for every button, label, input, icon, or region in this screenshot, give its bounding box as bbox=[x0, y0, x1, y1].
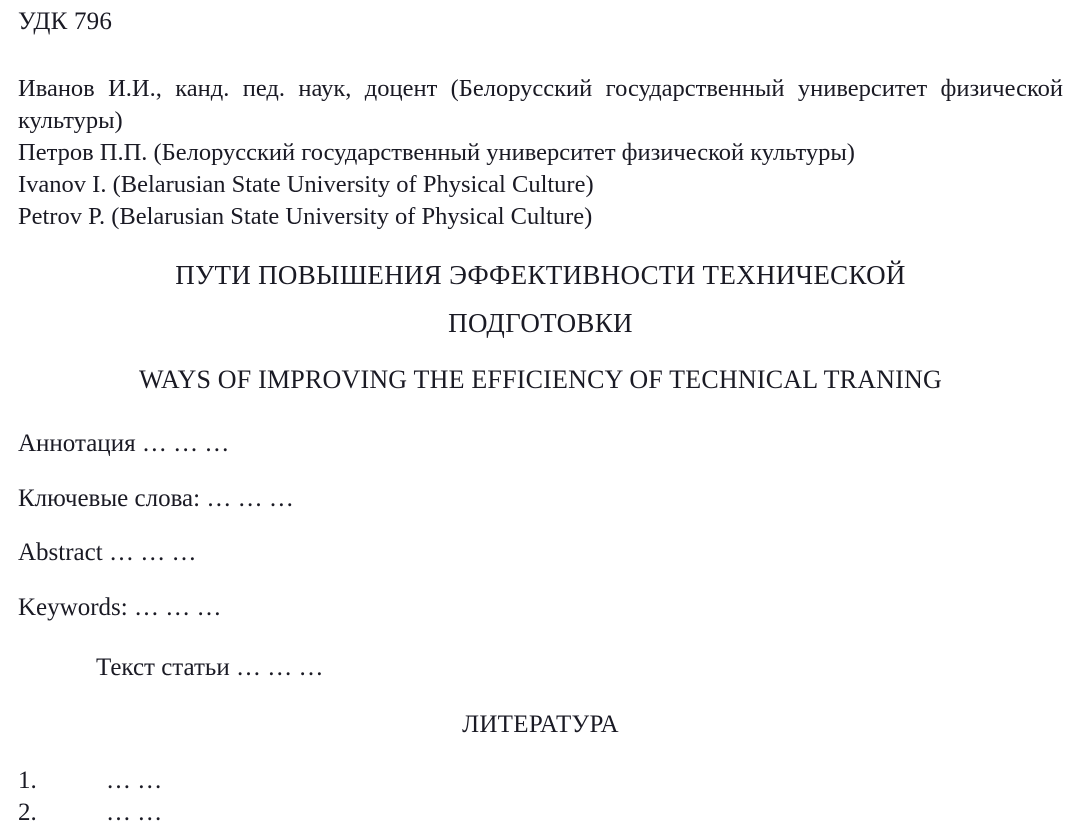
keywords-english-line: Keywords: … … … bbox=[18, 594, 222, 622]
author-line-2: Петров П.П. (Белорусский государственный университет физической культуры) bbox=[18, 138, 855, 166]
title-russian-line-1: ПУТИ ПОВЫШЕНИЯ ЭФФЕКТИВНОСТИ ТЕХНИЧЕСКОЙ bbox=[175, 260, 906, 291]
spacer-after-titles bbox=[18, 401, 1063, 417]
spacer-after-udk bbox=[18, 37, 1063, 73]
references-list bbox=[18, 739, 1063, 829]
reference-number: 2. bbox=[18, 799, 37, 827]
references-heading: ЛИТЕРАТУРА bbox=[462, 710, 619, 738]
title-russian-line-2: ПОДГОТОВКИ bbox=[448, 308, 633, 339]
reference-text: … … bbox=[106, 767, 163, 795]
reference-text: … … bbox=[106, 799, 163, 827]
authors-block bbox=[18, 73, 1063, 233]
author-line-3: Ivanov I. (Belarusian State University of Physical Culture) bbox=[18, 171, 594, 199]
abstract-line: Abstract … … … bbox=[18, 539, 197, 567]
list-item bbox=[18, 765, 1063, 797]
annotation-line: Аннотация … … … bbox=[18, 429, 230, 457]
reference-number: 1. bbox=[18, 767, 37, 795]
keywords-russian-line: Ключевые слова: … … … bbox=[18, 484, 294, 512]
article-text-line: Текст статьи … … … bbox=[96, 653, 324, 681]
list-item bbox=[18, 797, 1063, 829]
udk-code: УДК 796 bbox=[18, 8, 113, 35]
author-line-1: Иванов И.И., канд. пед. наук, доцент (Белорусский государственный университет физической культуры) bbox=[18, 74, 1063, 134]
spacer-after-authors bbox=[18, 233, 1063, 251]
title-english: WAYS OF IMPROVING THE EFFICIENCY OF TECHNICAL TRANING bbox=[139, 365, 942, 395]
author-line-4: Petrov P. (Belarusian State University of Physical Culture) bbox=[18, 203, 593, 231]
